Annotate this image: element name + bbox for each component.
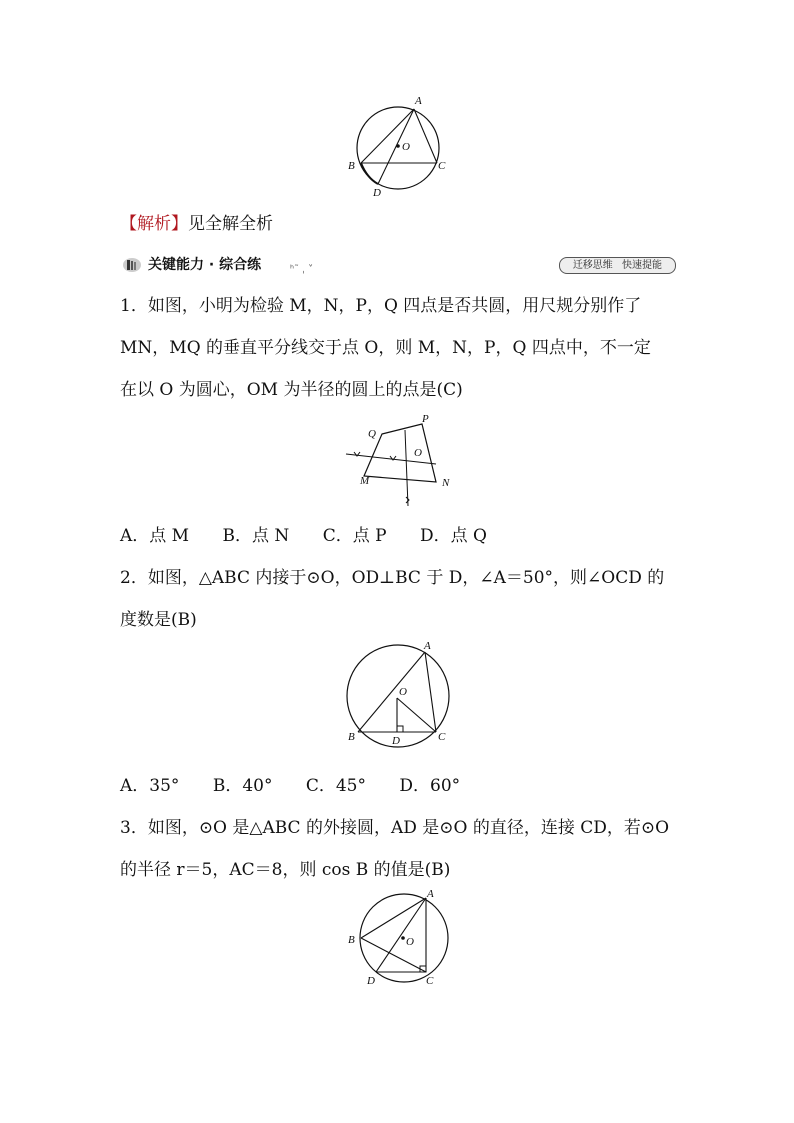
label-b: B	[348, 160, 355, 172]
q2-line1: 2．如图，△ABC 内接于⊙O，OD⊥BC 于 D，∠A＝50°，则∠OCD 的	[120, 568, 665, 588]
label-b: B	[348, 731, 355, 743]
q2-line2: 度数是(B)	[120, 610, 197, 630]
label-d: D	[367, 975, 375, 987]
q3-line2: 的半径 r＝5，AC＝8，则 cos B 的值是(B)	[120, 860, 451, 880]
q1-options	[120, 524, 515, 548]
pill-right: 快速提能	[622, 260, 662, 271]
q1-line1: 1．如图，小明为检验 M，N，P，Q 四点是否共圆，用尺规分别作了	[120, 296, 642, 316]
section-title: 关键能力 · 综合练	[148, 257, 262, 273]
analysis-line	[120, 212, 273, 236]
label-a: A	[424, 640, 431, 652]
q2-option-c: C．45°	[305, 776, 366, 796]
label-d: D	[392, 735, 400, 747]
pill-left: 迁移思维	[572, 260, 613, 271]
q2-option-d: D．60°	[399, 776, 461, 796]
q2-options	[120, 774, 488, 798]
q3-figure	[340, 888, 460, 990]
label-q: Q	[368, 428, 376, 440]
top-circle-figure	[340, 92, 460, 204]
label-a: A	[427, 888, 434, 900]
book-icon	[122, 257, 142, 273]
label-o: O	[399, 686, 407, 698]
label-c: C	[438, 160, 446, 172]
decor-squiggle-icon: ʰ˜ ˌ ˅	[290, 264, 314, 275]
label-a: A	[415, 95, 422, 107]
label-d: D	[373, 187, 381, 199]
q1-figure	[340, 410, 460, 510]
q1-option-a: A．点 M	[120, 526, 190, 546]
q1-option-b: B．点 N	[222, 526, 290, 546]
label-c: C	[426, 975, 434, 987]
label-o: O	[414, 447, 422, 459]
q3-line1: 3．如图，⊙O 是△ABC 的外接圆，AD 是⊙O 的直径，连接 CD，若⊙O	[120, 818, 670, 838]
analysis-text: 见全解全析	[188, 214, 273, 234]
label-c: C	[438, 731, 446, 743]
q1-option-d: D．点 Q	[419, 526, 487, 546]
section-banner	[120, 254, 676, 276]
label-m: M	[360, 475, 370, 487]
label-b: B	[348, 934, 355, 946]
q2-option-b: B．40°	[212, 776, 273, 796]
label-o: O	[406, 936, 414, 948]
label-o: O	[402, 141, 410, 153]
q2-option-a: A．35°	[120, 776, 180, 796]
q1-line3: 在以 O 为圆心，OM 为半径的圆上的点是(C)	[120, 380, 463, 400]
label-p: P	[422, 413, 429, 425]
q1-line2: MN，MQ 的垂直平分线交于点 O，则 M，N，P，Q 四点中，不一定	[120, 338, 651, 358]
analysis-tag: 【解析】	[120, 214, 188, 234]
label-n: N	[442, 477, 450, 489]
section-pill	[559, 257, 676, 274]
q1-option-c: C．点 P	[322, 526, 387, 546]
q2-figure	[340, 640, 460, 752]
